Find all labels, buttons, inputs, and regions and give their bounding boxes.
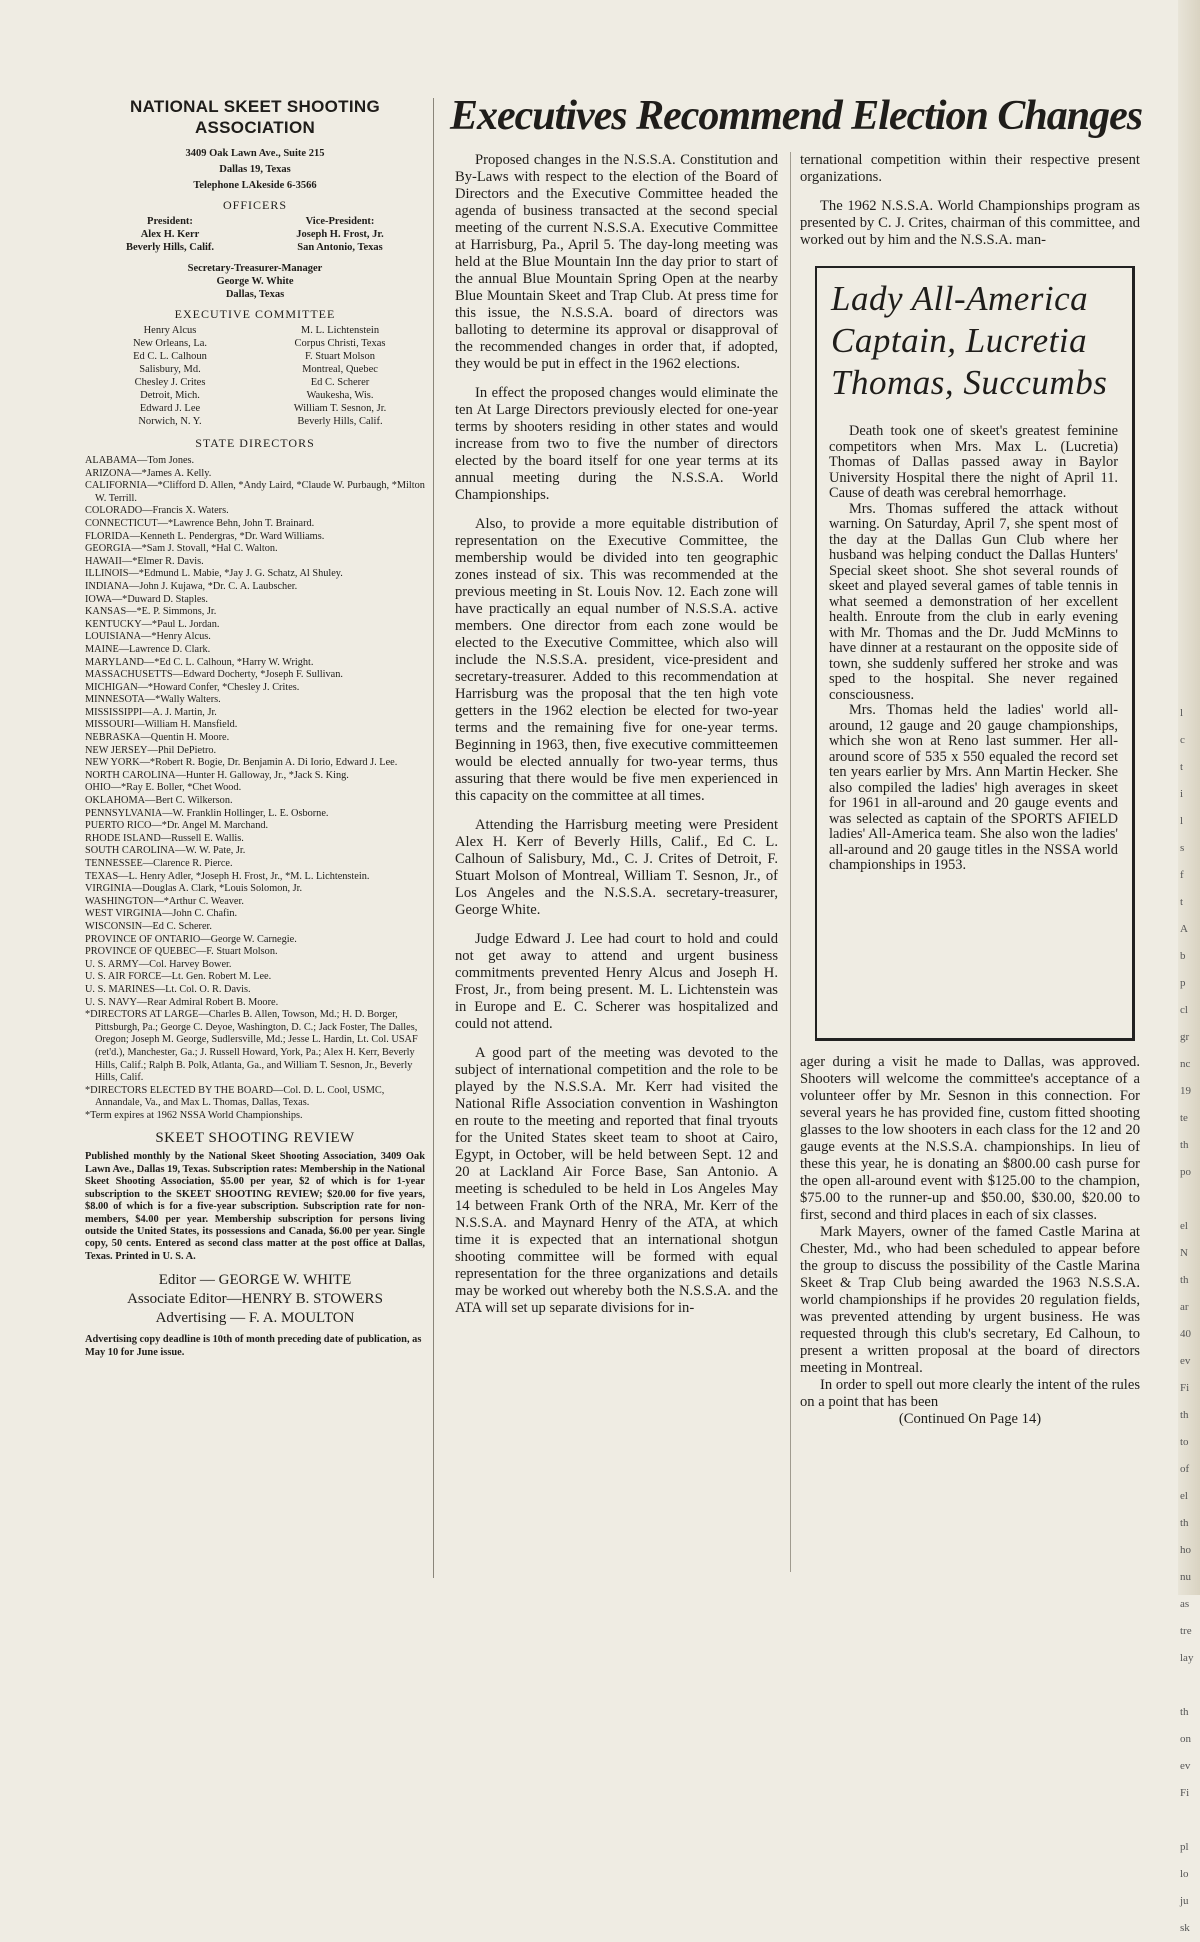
- state-director-entry: PUERTO RICO—*Dr. Angel M. Marchand.: [85, 820, 269, 832]
- secretary-city: Dallas, Texas: [225, 289, 285, 300]
- obituary-title: Lady All-America Captain, Lucretia Thomas, Succumbs: [831, 279, 1108, 402]
- state-director-entry: PROVINCE OF QUEBEC—F. Stuart Molson.: [85, 946, 278, 958]
- article-paragraph: A good part of the meeting was devoted to the subject of international competition and the role to be played by the N.S.S.A. Mr. Kerr had visited the National Rifle Association convention in Washington en route to the meeting and reported that final tryouts for the United States skeet team to shoot at Cairo, Egypt, in October, will be held between Sept. 12 and 20 at Lackland Air Force Base, San Antonio. A meeting is scheduled to be held in Los Angeles May 14 between Frank Orth of the NRA, Mr. Kerr of the N.S.S.A. and Maynard Henry of the ATA, at which time it is expected that an international shotgun shooting committee will be formed with equal representation for the three organizations and details may be worked out whereby both the N.S.S.A. and the ATA will set up separate divisions for in-: [455, 1045, 778, 1316]
- address-line1: 3409 Oak Lawn Ave., Suite 215: [185, 148, 325, 159]
- article-paragraph: Proposed changes in the N.S.S.A. Constitution and By-Laws with respect to the election of the Board of Directors and the Executive Committee headed the agenda of business transacted at the second special meeting of the current N.S.S.A. Executive Committee at Harrisburg, Pa., April 5. The day-long meeting was held at the Blue Mountain Inn the day prior to start of the annual Blue Mountain Spring Open at the nearby Blue Mountain Skeet and Trap Club. At press time for this issue, the N.S.S.A. board of directors was balloting to determine its approval or disapproval of the recommended changes in order that, if adopted, they would be put in effect in the 1962 elections.: [455, 152, 778, 372]
- secretary-title: Secretary-Treasurer-Manager: [187, 263, 323, 274]
- president-title: President:: [147, 216, 193, 227]
- review-heading: SKEET SHOOTING REVIEW: [155, 1130, 355, 1147]
- article-paragraph: Mark Mayers, owner of the famed Castle Marina at Chester, Md., who had been scheduled to appear before the group to discuss the possibility of the Castle Marina Skeet & Trap Club being awarded the 1963 N.S.S.A. world championships if he provides 20 regulation fields, was prevented attending by urgent business. He was requested through this club's secretary, Ed Calhoun, to present a written proposal at the board of directors meeting in Montreal.: [800, 1224, 1140, 1376]
- state-director-entry: CALIFORNIA—*Clifford D. Allen, *Andy Laird, *Claude W. Purbaugh, *Milton W. Terrill.: [85, 480, 425, 504]
- state-director-entry: WASHINGTON—*Arthur C. Weaver.: [85, 895, 244, 907]
- article-column-2-bottom: [800, 1054, 1140, 1428]
- state-directors-list: [85, 455, 425, 1122]
- state-director-entry: MISSOURI—William H. Mansfield.: [85, 719, 238, 731]
- state-director-entry: TEXAS—L. Henry Adler, *Joseph H. Frost, Jr., *M. L. Lichtenstein.: [85, 870, 370, 882]
- state-director-entry: IOWA—*Duward D. Staples.: [85, 593, 208, 605]
- obituary-paragraph: Mrs. Thomas held the ladies' world all-around, 12 gauge and 20 gauge championships, which she won at Reno last summer. Her all-around score of 535 x 550 equaled the record set ten years earlier by Mrs. Ann Martin Hecker. She also compiled the ladies' high averages in skeet for 1961 in all-around and 20 gauge events and was selected as captain of the SPORTS AFIELD ladies' All-America team. She also won the ladies' all-around and 20 gauge titles in the NSSA world championships in 1953.: [829, 702, 1118, 873]
- state-director-entry: HAWAII—*Elmer R. Davis.: [85, 555, 204, 567]
- officers-heading: OFFICERS: [222, 198, 288, 212]
- article-paragraph: ager during a visit he made to Dallas, was approved. Shooters will welcome the committee's acceptance of a volunteer offer by Mr. Sesnon in this connection. For several years he has provided fine, custom fitted shooting glasses to the low shooters in each class for the 12 and 20 gauge events at the N.S.S.A. championships. In lieu of these this year, he is donating an $800.00 cash purse for the open all-around event with $125.00 to the champion, $75.00 to the runner-up and $50.00, $30.00, $20.00 to first, second and third places in each of six classes.: [800, 1054, 1140, 1223]
- article-paragraph: In order to spell out more clearly the intent of the rules on a point that has been: [800, 1377, 1140, 1410]
- article-paragraph: The 1962 N.S.S.A. World Championships program as presented by C. J. Crites, chairman of this committee, and worked out by him and the N.S.S.A. man-: [800, 198, 1140, 248]
- editor: Editor — GEORGE W. WHITE: [158, 1272, 352, 1289]
- vp-name: Joseph H. Frost, Jr.: [296, 229, 384, 240]
- secretary-name: George W. White: [216, 276, 294, 287]
- article-column-1: [455, 152, 778, 1329]
- org-name-line1: NATIONAL SKEET SHOOTING: [130, 97, 380, 116]
- obituary-box: [815, 266, 1135, 1041]
- credits: [85, 1271, 425, 1328]
- state-director-entry: ILLINOIS—*Edmund L. Mabie, *Jay J. G. Schatz, Al Shuley.: [85, 568, 343, 580]
- address: [85, 146, 425, 194]
- executive-committee-heading: EXECUTIVE COMMITTEE: [174, 307, 336, 321]
- address-line2: Dallas 19, Texas: [219, 164, 291, 175]
- obituary-paragraph: Death took one of skeet's greatest feminine competitors when Mrs. Max L. (Lucretia) Thomas of Dallas passed away in Baylor University Hospital there the night of April 11. Cause of death was cerebral hemorrhage.: [829, 423, 1118, 501]
- state-director-entry: WEST VIRGINIA—John C. Chafin.: [85, 908, 238, 920]
- state-director-entry: RHODE ISLAND—Russell E. Wallis.: [85, 832, 244, 844]
- page-edge: [1178, 0, 1200, 1934]
- state-directors-heading: STATE DIRECTORS: [195, 436, 315, 450]
- state-director-entry: *DIRECTORS AT LARGE—Charles B. Allen, Towson, Md.; H. D. Borger, Pittsburgh, Pa.; George C. Deyoe, Washington, D. C.; Jack Foster, The Dalles, Oregon; Joseph M. George, Sudlersville, Md.; Jesse L. Hardin, Lt. Col. USAF (ret'd.), Manchester, Ga.; J. Russell Howard, York, Pa.; Alex H. Kerr, Beverly Hills, Calif.; Ralph B. Polk, Atlanta, Ga., and William T. Sesnon, Jr., Beverly Hills, Calif.: [85, 1009, 418, 1084]
- state-director-entry: MASSACHUSETTS—Edward Docherty, *Joseph F. Sullivan.: [85, 669, 343, 681]
- obituary-paragraph: Mrs. Thomas suffered the attack without warning. On Saturday, April 7, she spent most of the day at the Dallas Gun Club where her husband was helping conduct the Dallas Hunters' Special skeet shoot. She shot several rounds of skeet and played several games of table tennis in what seemed a demonstration of her excellent health. Enroute from the club in early evening with Mr. Thomas and the Dr. Judd McMinns to have dinner at a restaurant on the opposite side of town, she suddenly suffered her stroke and was sped to the hospital. She never regained consciousness.: [829, 500, 1118, 703]
- article-paragraph: ternational competition within their respective present organizations.: [800, 152, 1140, 185]
- masthead-column: [85, 96, 425, 1359]
- exec-left: Henry Alcus New Orleans, La. Ed C. L. Calhoun Salisbury, Md. Chesley J. Crites Detroit, Mich. Edward J. Lee Norwich, N. Y.: [132, 325, 208, 427]
- state-director-entry: SOUTH CAROLINA—W. W. Pate, Jr.: [85, 845, 246, 857]
- officers: [85, 215, 425, 254]
- advertising: Advertising — F. A. MOULTON: [155, 1310, 355, 1327]
- state-director-entry: U. S. ARMY—Col. Harvey Bower.: [85, 958, 232, 970]
- article-paragraph: (Continued On Page 14): [898, 1411, 1042, 1427]
- article-paragraph: Attending the Harrisburg meeting were President Alex H. Kerr of Beverly Hills, Calif., Ed C. L. Calhoun of Salisbury, Md., C. J. Crites of Detroit, F. Stuart Molson of Montreal, William T. Sesnon, Jr., of Los Angeles and the N.S.S.A. secretary-treasurer, George White.: [455, 817, 778, 918]
- state-director-entry: GEORGIA—*Sam J. Stovall, *Hal C. Walton.: [85, 543, 278, 555]
- state-director-entry: MICHIGAN—*Howard Confer, *Chesley J. Crites.: [85, 681, 300, 693]
- state-director-entry: KANSAS—*E. P. Simmons, Jr.: [85, 606, 217, 618]
- president-city: Beverly Hills, Calif.: [125, 242, 215, 253]
- associate-editor: Associate Editor—HENRY B. STOWERS: [127, 1291, 383, 1308]
- article-paragraph: Also, to provide a more equitable distribution of representation on the Executive Committee, the membership would be divided into ten geographic zones instead of six. This was recommended at the previous meeting in St. Louis Nov. 12. Each zone will have practically an equal number of N.S.S.A. active members. One director from each zone would be elected to the Executive Committee, which also will include the N.S.S.A. president, vice-president and secretary-treasurer. Added to this recommendation at Harrisburg was the proposal that the ten high vote getters in the 1962 election be elected for two-year terms and the remaining five for one-year terms. Beginning in 1963, then, five executive committeemen would be elected annually for two-year terms, thus assuring that there would be five men experienced in this capacity on the committee at all times.: [455, 516, 778, 804]
- state-director-entry: OHIO—*Ray E. Boller, *Chet Wood.: [85, 782, 242, 794]
- org-name-line2: ASSOCIATION: [194, 118, 316, 137]
- phone-line: Telephone LAkeside 6-3566: [193, 180, 317, 191]
- column-divider: [433, 98, 434, 1578]
- state-director-entry: U. S. NAVY—Rear Admiral Robert B. Moore.: [85, 996, 279, 1008]
- adjacent-page-letters: l c t i l s f t A b p cl gr nc 19 te th po el N th ar 40 ev Fi th to of el th ho nu as tre lay th on ev Fi pl lo ju sk: [1180, 707, 1194, 1934]
- article-paragraph: In effect the proposed changes would eliminate the ten At Large Directors previously elected for one-year terms by shooters residing in other states and would increase from two to five the number of directors elected by the board itself for one year terms at its annual meeting during the N.S.S.A. World Championships.: [455, 385, 778, 503]
- state-director-entry: WISCONSIN—Ed C. Scherer.: [85, 920, 212, 932]
- state-director-entry: PENNSYLVANIA—W. Franklin Hollinger, L. E. Osborne.: [85, 807, 329, 819]
- state-director-entry: *Term expires at 1962 NSSA World Championships.: [85, 1109, 303, 1121]
- state-director-entry: VIRGINIA—Douglas A. Clark, *Louis Solomon, Jr.: [85, 883, 303, 895]
- state-director-entry: LOUISIANA—*Henry Alcus.: [85, 631, 211, 643]
- vp-title: Vice-President:: [305, 216, 375, 227]
- state-director-entry: NEBRASKA—Quentin H. Moore.: [85, 732, 230, 744]
- state-director-entry: INDIANA—John J. Kujawa, *Dr. C. A. Laubscher.: [85, 580, 298, 592]
- vp-city: San Antonio, Texas: [297, 242, 383, 253]
- obituary-body: [829, 424, 1118, 874]
- president-name: Alex H. Kerr: [140, 229, 200, 240]
- state-director-entry: KENTUCKY—*Paul L. Jordan.: [85, 618, 220, 630]
- state-director-entry: NEW YORK—*Robert R. Bogie, Dr. Benjamin A. Di Iorio, Edward J. Lee.: [85, 757, 398, 769]
- review-text: Published monthly by the National Skeet Shooting Association, 3409 Oak Lawn Ave., Dallas 19, Texas. Subscription rates: Membership in the National Skeet Shooting Association, $5.00 per year, $2 of which is for 1-year subscription to the SKEET SHOOTING REVIEW; $20.00 for five years, $8.00 of which is for a five-year subscription. Subscription rate for non-members, $4.00 per year. Membership subscription for persons living outside the United States, its possessions and Canada, $6.00 per year. Single copy, 50 cents. Entered as second class matter at the post office at Dallas, Texas. Printed in U. S. A.: [85, 1151, 425, 1262]
- state-director-entry: U. S. AIR FORCE—Lt. Gen. Robert M. Lee.: [85, 971, 272, 983]
- state-director-entry: ARIZONA—*James A. Kelly.: [85, 467, 212, 479]
- state-director-entry: COLORADO—Francis X. Waters.: [85, 505, 229, 517]
- state-director-entry: TENNESSEE—Clarence R. Pierce.: [85, 858, 233, 869]
- state-director-entry: NEW JERSEY—Phil DePietro.: [85, 744, 217, 756]
- state-director-entry: MISSISSIPPI—A. J. Martin, Jr.: [85, 706, 217, 718]
- state-director-entry: OKLAHOMA—Bert C. Wilkerson.: [85, 795, 233, 807]
- executive-committee: [85, 324, 425, 428]
- article-paragraph: Judge Edward J. Lee had court to hold and could not get away to attend and urgent business commitments prevented Henry Alcus and Joseph H. Frost, Jr., from being present. M. L. Lichtenstein was in Europe and E. C. Scherer was hospitalized and could not attend.: [455, 931, 778, 1032]
- state-director-entry: MINNESOTA—*Wally Walters.: [85, 694, 221, 706]
- deadline-note: Advertising copy deadline is 10th of month preceding date of publication, as May 10 for June issue.: [85, 1334, 422, 1358]
- state-director-entry: CONNECTICUT—*Lawrence Behn, John T. Brainard.: [85, 517, 315, 529]
- state-director-entry: MAINE—Lawrence D. Clark.: [85, 643, 211, 655]
- exec-right: M. L. Lichtenstein Corpus Christi, Texas F. Stuart Molson Montreal, Quebec Ed C. Scherer Waukesha, Wis. William T. Sesnon, Jr. Beverly Hills, Calif.: [293, 325, 387, 427]
- state-director-entry: U. S. MARINES—Lt. Col. O. R. Davis.: [85, 983, 251, 995]
- state-director-entry: MARYLAND—*Ed C. L. Calhoun, *Harry W. Wright.: [85, 656, 314, 668]
- article-column-2-top: [800, 152, 1140, 261]
- state-director-entry: ALABAMA—Tom Jones.: [85, 455, 195, 466]
- state-director-entry: NORTH CAROLINA—Hunter H. Galloway, Jr., *Jack S. King.: [85, 769, 349, 781]
- state-director-entry: FLORIDA—Kenneth L. Pendergras, *Dr. Ward Williams.: [85, 530, 325, 542]
- state-director-entry: *DIRECTORS ELECTED BY THE BOARD—Col. D. L. Cool, USMC, Annandale, Va., and Max L. Thomas, Dallas, Texas.: [85, 1084, 385, 1109]
- column-divider-2: [790, 152, 791, 1572]
- state-director-entry: PROVINCE OF ONTARIO—George W. Carnegie.: [85, 933, 297, 945]
- secretary: [85, 262, 425, 301]
- article-headline: Executives Recommend Election Changes: [450, 93, 1143, 139]
- org-name: [85, 96, 425, 138]
